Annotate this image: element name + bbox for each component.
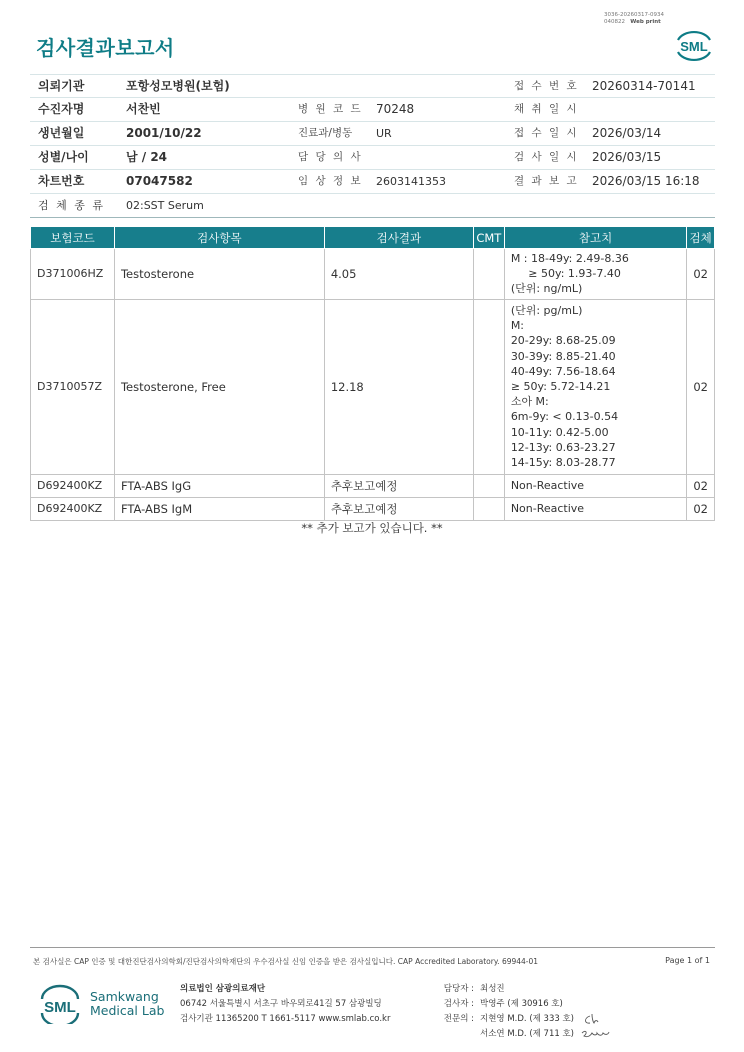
row-result: 12.18 <box>324 299 473 474</box>
info-row-chart <box>30 170 715 194</box>
row-reference: M : 18-49y: 2.49-8.36 ≥ 50y: 1.93-7.40 (단위: ng/mL) <box>504 249 687 300</box>
print-code: 040822 <box>604 19 625 25</box>
row-item: FTA-ABS IgG <box>114 474 324 497</box>
info-row-birth <box>30 122 715 146</box>
specimen-label: 검 체 종 류 <box>38 199 105 212</box>
row-cmt <box>473 299 504 474</box>
additional-report-note: ** 추가 보고가 있습니다. ** <box>301 521 443 535</box>
staff-name: 박영주 (제 30916 호) <box>480 999 563 1009</box>
sml-logo-icon <box>672 26 716 62</box>
chart-no-label: 차트번호 <box>38 174 85 188</box>
row-specimen: 02 <box>687 497 715 520</box>
row-code: D692400KZ <box>31 497 115 520</box>
page-number: Page 1 of 1 <box>665 956 710 965</box>
bottom-logo-text: SML <box>44 999 76 1016</box>
header-insurance-code: 보험코드 <box>31 227 115 249</box>
header-test-result: 검사결과 <box>324 227 473 249</box>
info-row-patient <box>30 98 715 122</box>
handwritten-signature <box>578 1008 612 1042</box>
row-code: D692400KZ <box>31 474 115 497</box>
receipt-date-label: 접 수 일 시 <box>514 127 579 139</box>
document-title: 검사결과보고서 <box>36 36 175 60</box>
test-date-value: 2026/03/15 <box>592 150 662 164</box>
results-table <box>30 226 715 521</box>
brand-line2: Medical Lab <box>90 1003 165 1018</box>
print-mode: Web print <box>630 19 661 25</box>
row-cmt <box>473 474 504 497</box>
staff-name: 서소연 M.D. (제 711 호) <box>480 1029 575 1039</box>
patient-info-table <box>30 74 715 218</box>
row-cmt <box>473 249 504 300</box>
birth-date-value: 2001/10/22 <box>126 126 202 140</box>
table-row <box>31 299 715 474</box>
row-specimen: 02 <box>687 299 715 474</box>
header-reference: 참고치 <box>504 227 687 249</box>
specimen-value: 02:SST Serum <box>126 199 204 212</box>
row-item: Testosterone, Free <box>114 299 324 474</box>
receipt-date-value: 2026/03/14 <box>592 126 662 140</box>
row-result: 추후보고예정 <box>324 474 473 497</box>
collection-date-label: 채 취 일 시 <box>514 103 579 115</box>
requesting-org-label: 의뢰기관 <box>38 79 85 93</box>
info-row-sex-age <box>30 146 715 170</box>
table-row <box>31 497 715 520</box>
row-reference: (단위: pg/mL) M: 20-29y: 8.68-25.09 30-39y: 8.85-21.40 40-49y: 7.56-18.64 ≥ 50y: 5.72-14.21 소아 M: 6m-9y: < 0.13-0.54 10-11y: 0.42-5.00 12-13y: 0.63-23.27 14-15y: 8.03-28.77 <box>504 299 687 474</box>
doctor-label: 담 당 의 사 <box>298 151 363 163</box>
staff-name: 지현영 M.D. (제 333 호) <box>480 1014 575 1024</box>
patient-label: 수진자명 <box>38 102 85 116</box>
org-contact: 검사기관 11365200 T 1661-5117 www.smlab.co.kr <box>180 1014 391 1024</box>
staff-role: 검사자 : <box>443 999 474 1009</box>
footer-divider <box>30 947 715 948</box>
table-row <box>31 474 715 497</box>
print-metadata <box>604 12 664 26</box>
header-specimen: 검체 <box>687 227 715 249</box>
org-name: 의료법인 삼광의료재단 <box>180 984 266 994</box>
row-specimen: 02 <box>687 474 715 497</box>
receipt-no-label: 접 수 번 호 <box>514 80 579 92</box>
patient-name-value: 서찬빈 <box>126 102 161 116</box>
dept-value: UR <box>376 127 392 140</box>
hospital-code-value: 70248 <box>376 102 415 116</box>
results-header-row <box>31 227 715 249</box>
row-code: D3710057Z <box>31 299 115 474</box>
row-specimen: 02 <box>687 249 715 300</box>
sex-age-label: 성별/나이 <box>38 150 89 164</box>
staff-role: 담당자 : <box>443 984 474 994</box>
organization-info <box>180 982 390 1027</box>
staff-role: 전문의 : <box>443 1014 474 1024</box>
report-date-label: 결 과 보 고 <box>514 175 579 187</box>
print-id: 3036-20260317-0934 <box>604 12 664 18</box>
table-row <box>31 249 715 300</box>
sml-logo-icon <box>36 984 84 1024</box>
header-cmt: CMT <box>473 227 504 249</box>
row-reference: Non-Reactive <box>504 474 687 497</box>
row-item: Testosterone <box>114 249 324 300</box>
info-row-specimen <box>30 194 715 218</box>
header-test-item: 검사항목 <box>114 227 324 249</box>
row-code: D371006HZ <box>31 249 115 300</box>
clinical-info-label: 임 상 정 보 <box>298 175 363 187</box>
staff-name: 최성진 <box>480 984 505 994</box>
row-item: FTA-ABS IgM <box>114 497 324 520</box>
info-row-requesting-org <box>30 74 715 98</box>
brand-name <box>90 990 164 1018</box>
chart-no-value: 07047582 <box>126 174 193 188</box>
row-result: 추후보고예정 <box>324 497 473 520</box>
row-result: 4.05 <box>324 249 473 300</box>
dept-label: 진료과/병동 <box>298 127 353 139</box>
receipt-no-value: 20260314-70141 <box>592 79 696 93</box>
top-logo-text: SML <box>680 39 708 54</box>
clinical-info-value: 2603141353 <box>376 175 446 188</box>
org-address: 06742 서울특별시 서초구 바우뫼로41길 57 삼광빌딩 <box>180 999 382 1009</box>
hospital-code-label: 병 원 코 드 <box>298 103 363 115</box>
requesting-org-value: 포항성모병원(보험) <box>126 79 230 93</box>
brand-line1: Samkwang <box>90 989 159 1004</box>
cap-accreditation-note: 본 검사실은 CAP 인증 및 대한진단검사의학회/진단검사의학재단의 우수검사실 신임 인증을 받은 검사실입니다. CAP Accredited Laboratory. 69944-01 <box>33 957 539 966</box>
sex-age-value: 남 / 24 <box>126 150 168 164</box>
row-reference: Non-Reactive <box>504 497 687 520</box>
row-cmt <box>473 497 504 520</box>
birth-label: 생년월일 <box>38 126 85 140</box>
test-date-label: 검 사 일 시 <box>514 151 579 163</box>
report-date-value: 2026/03/15 16:18 <box>592 174 700 188</box>
